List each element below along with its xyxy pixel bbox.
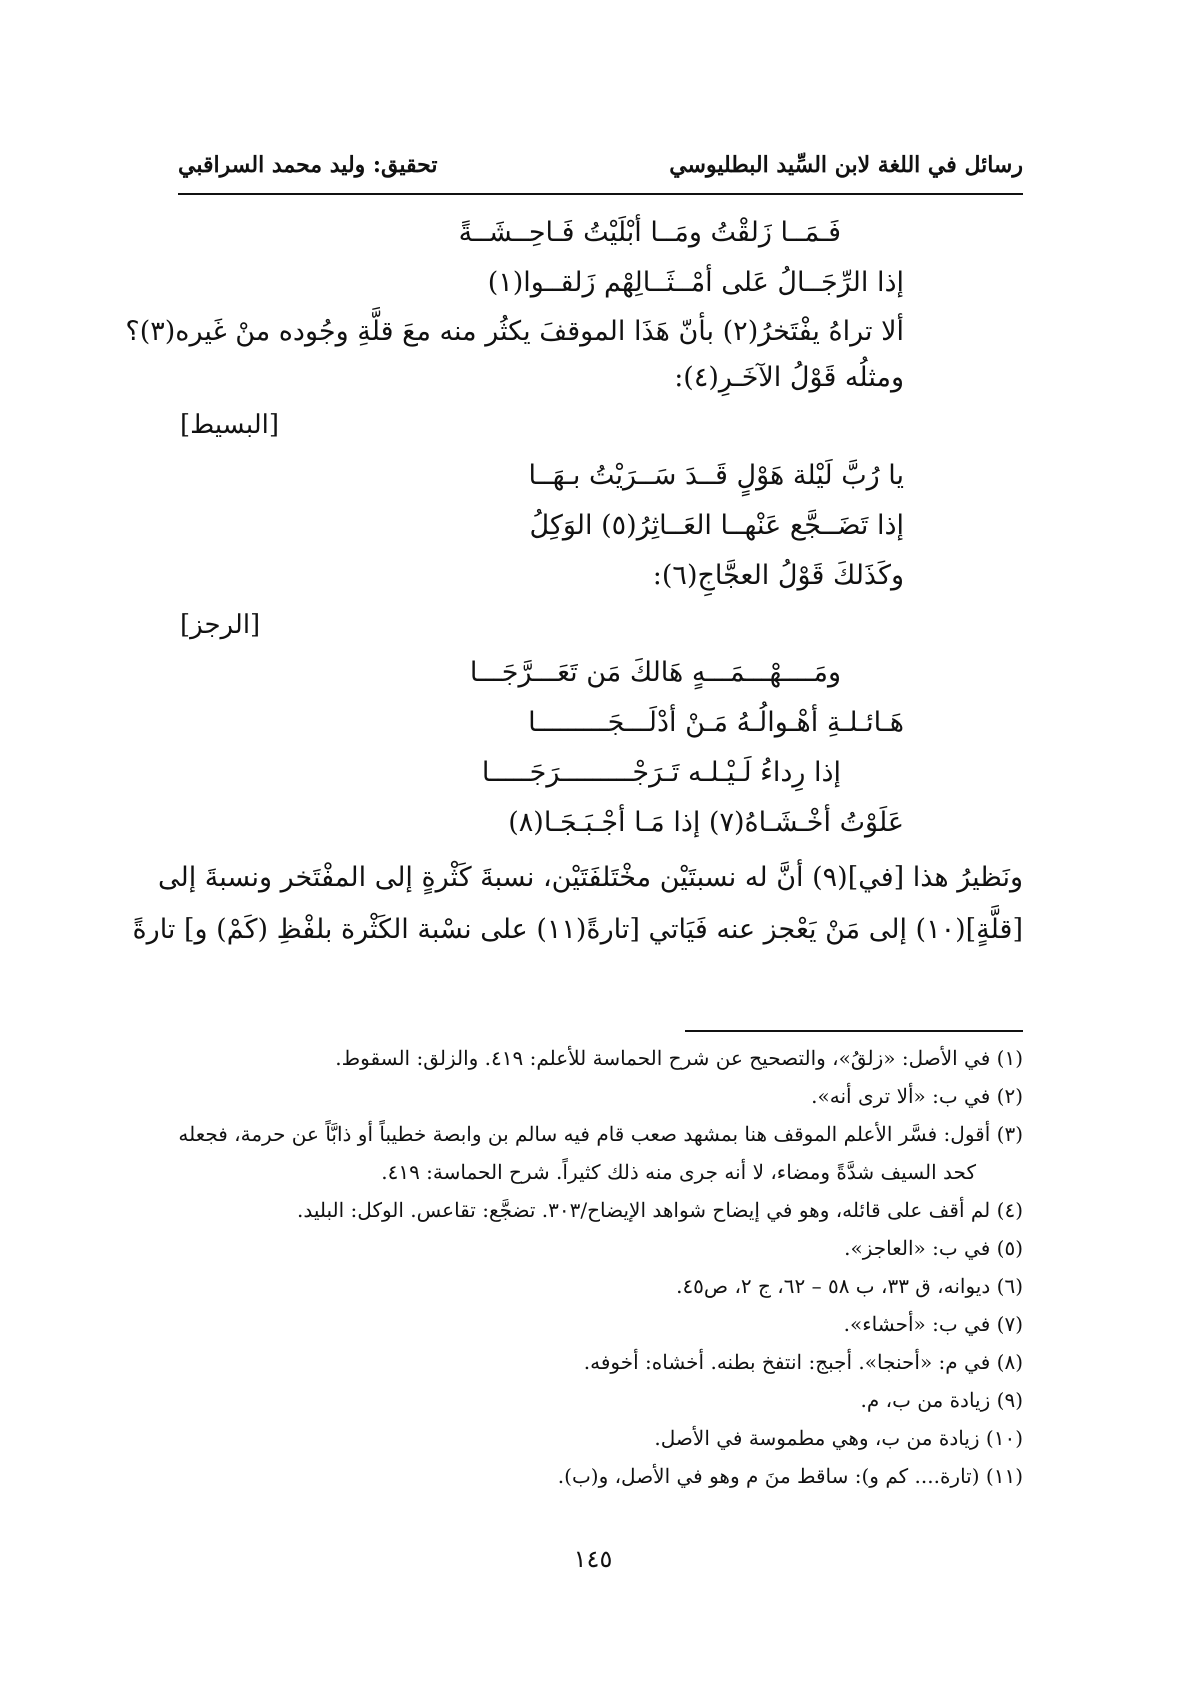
footnote-9: (٩) زيادة من ب، م. bbox=[860, 1388, 1023, 1412]
prose-line-5: [قلَّةٍ](١٠) إلى مَنْ يَعْجز عنه فَيَاتي [تارةً(١١) على نسْبة الكَثْرة بلفْظِ (كَمْ) و] تارةً bbox=[132, 914, 1023, 945]
editor-credit: تحقيق: وليد محمد السراقبي bbox=[178, 152, 438, 178]
footnote-7: (٧) في ب: «أحشاء». bbox=[843, 1312, 1023, 1336]
footnote-5: (٥) في ب: «العاجز». bbox=[844, 1236, 1023, 1260]
rajaz-line-4: عَلَوْتُ أخْـشَـاهُ(٧) إذا مَـا أجْـبَـجَـا(٨) bbox=[508, 807, 904, 838]
book-title: رسائل في اللغة لابن السِّيد البطليوسي bbox=[669, 152, 1023, 178]
rajaz-line-1: ومَــــهْـــمَـــهٍ هَالكَ مَن تَعَـــرَّجَـــا bbox=[469, 657, 841, 688]
footnote-8: (٨) في م: «أحنجا». أجبج: انتفخ بطنه. أخشاه: أخوفه. bbox=[583, 1350, 1023, 1374]
rajaz-line-3: إذا رِداءُ لَـيْـلـه تَـرَجْـــــــــرَجَـــــا bbox=[481, 757, 841, 788]
prose-line-2: ومثلُه قَوْلُ الآخَـرِ(٤): bbox=[674, 362, 904, 393]
footnote-11: (١١) (تارة.... كم و): ساقط منَ م وهو في الأصل، و(ب). bbox=[557, 1464, 1023, 1488]
verse-2-second-hemistich: إذا تَضَــجَّع عَنْهــا العَــاثِرُ(٥) الوَكِلُ bbox=[529, 510, 904, 541]
footnote-3-continued: كحد السيف شدَّةً ومضاء، لا أنه جرى منه ذلك كثيراً. شرح الحماسة: ٤١٩. bbox=[381, 1160, 976, 1184]
meter-label-basit: [البسيط] bbox=[180, 410, 279, 440]
verse-1-first-hemistich: فَـمَــا زَلقْتُ ومَــا أبْلَيْتُ فَـاحِــشَــةً bbox=[458, 217, 841, 248]
running-header bbox=[178, 152, 1023, 192]
meter-label-rajaz: [الرجز] bbox=[180, 610, 261, 640]
prose-line-3: وكَذَلكَ قَوْلُ العجَّاجِ(٦): bbox=[652, 560, 904, 591]
footnote-10: (١٠) زيادة من ب، وهي مطموسة في الأصل. bbox=[654, 1426, 1023, 1450]
footnote-4: (٤) لم أقف على قائله، وهو في إيضاح شواهد الإيضاح/٣٠٣. تضجَّع: تقاعس. الوكل: البليد. bbox=[297, 1198, 1023, 1222]
footnote-2: (٢) في ب: «ألا ترى أنه». bbox=[811, 1084, 1023, 1108]
prose-line-1: ألا تراهُ يفْتَخرُ(٢) بأنّ هَذَا الموقفَ يكثُر منه معَ قلَّةِ وجُوده منْ غَيره(٣)؟ bbox=[125, 316, 904, 347]
footnote-1: (١) في الأصل: «زلقُ»، والتصحيح عن شرح الحماسة للأعلم: ٤١٩. والزلق: السقوط. bbox=[335, 1046, 1023, 1070]
rajaz-line-2: هَـائـلـةِ أهْـوالُـهُ مَـنْ أدْلَـــجَـــــــــا bbox=[528, 707, 904, 738]
verse-2-first-hemistich: يا رُبَّ لَيْلة هَوْلٍ قَــدَ سَــرَيْتُ بـهَــا bbox=[528, 460, 904, 491]
footnote-6: (٦) ديوانه، ق ٣٣، ب ٥٨ – ٦٢، ج ٢، ص٤٥. bbox=[676, 1274, 1023, 1298]
page-number: ١٤٥ bbox=[573, 1545, 613, 1573]
prose-line-4: ونَظيرُ هذا [في](٩) أنَّ له نسبتَيْن مخْتَلفَتَيْن، نسبةَ كَثْرةٍ إلى المفْتَخر ونسبةَ إلى bbox=[157, 862, 1023, 893]
header-rule bbox=[178, 193, 1023, 195]
verse-1-second-hemistich: إذا الرِّجَــالُ عَلى أمْــثَــالِهْم زَلقــوا(١) bbox=[487, 267, 904, 298]
footnote-rule bbox=[685, 1030, 1023, 1032]
footnote-3: (٣) أقول: فسَّر الأعلم الموقف هنا بمشهد صعب قام فيه سالم بن وابصة خطيباً أو ذابَّاً عن حرمة، فجعله bbox=[178, 1122, 1023, 1146]
